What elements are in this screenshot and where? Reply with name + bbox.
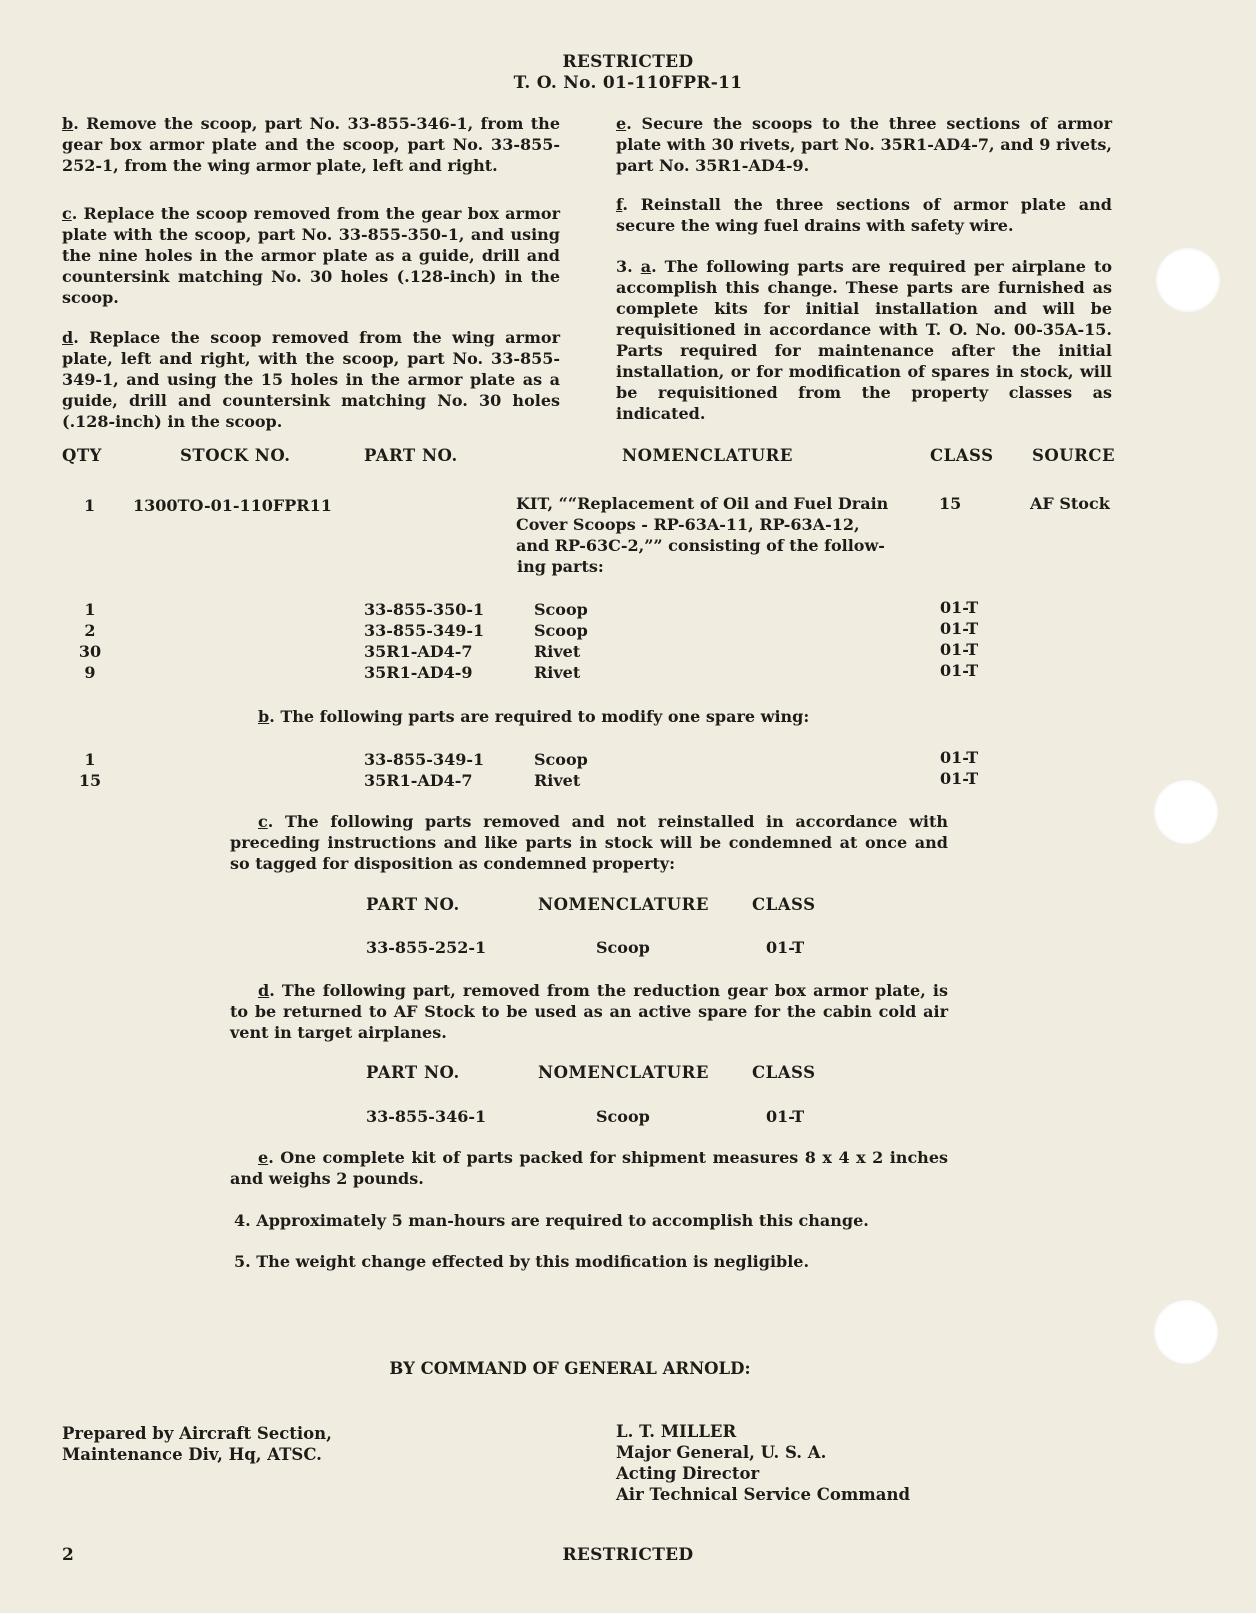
table-row-part: 35R1-AD4-7	[364, 771, 473, 790]
table-row-nomenclature: Scoop	[534, 600, 588, 619]
table-row-part: 35R1-AD4-9	[364, 663, 473, 682]
item-5: 5. The weight change effected by this modification is negligible.	[234, 1252, 810, 1271]
table-row-nomenclature: Scoop	[534, 621, 588, 640]
col-header-qty: QTY	[62, 446, 102, 465]
table-row-nomenclature: Scoop	[534, 750, 588, 769]
kit-class: 15	[939, 494, 962, 513]
table-row-qty: 1	[84, 750, 96, 769]
punch-hole-middle	[1154, 780, 1218, 844]
col-header-part: PART NO.	[366, 1063, 460, 1082]
signature-command: Air Technical Service Command	[616, 1485, 910, 1504]
paragraph-text: . The following parts are required per airplane to accomplish this change. These parts are furnished as complete kits for initial installation and will be requisitioned in accordance with T. O. No. 00-35A-15. Parts required for maintenance after the initial installation, or for modification of spares in stock, will be requisitioned from the property classes as indicated.	[616, 257, 1113, 423]
table-row-qty: 9	[84, 663, 96, 682]
section-b-text	[258, 706, 958, 727]
kit-qty: 1	[84, 496, 96, 515]
punch-hole-top	[1156, 248, 1220, 312]
paragraph-text: . One complete kit of parts packed for shipment measures 8 x 4 x 2 inches and weighs 2 pounds.	[230, 1148, 948, 1188]
paragraph-letter: e	[616, 114, 627, 133]
paragraph-b	[62, 113, 560, 176]
signature-title: Acting Director	[616, 1464, 760, 1483]
paragraph-letter: d	[258, 981, 270, 1000]
kit-nomenclature-line: and RP-63C-2,”” consisting of the follow-	[516, 536, 885, 555]
table-row-qty: 30	[78, 642, 102, 661]
paragraph-3a	[616, 256, 1112, 424]
returned-class: 01-T	[766, 1107, 805, 1126]
paragraph-number: 3.	[616, 257, 641, 276]
prepared-by-line: Maintenance Div, Hq, ATSC.	[62, 1445, 322, 1464]
condemned-nomenclature: Scoop	[596, 938, 650, 957]
signature-block	[616, 1421, 910, 1505]
table-row-class: 01-T	[940, 769, 979, 788]
condemned-part-no: 33-855-252-1	[366, 938, 487, 957]
paragraph-e	[616, 113, 1112, 176]
returned-part-no: 33-855-346-1	[366, 1107, 487, 1126]
returned-nomenclature: Scoop	[596, 1107, 650, 1126]
col-header-nomenclature: NOMENCLATURE	[622, 446, 793, 465]
paragraph-letter: f	[616, 195, 623, 214]
col-header-class: CLASS	[752, 895, 816, 914]
command-line: BY COMMAND OF GENERAL ARNOLD:	[389, 1359, 751, 1378]
section-c-text	[230, 811, 948, 874]
table-row-part: 33-855-349-1	[364, 750, 485, 769]
section-e-text	[230, 1147, 948, 1189]
table-row-qty: 2	[84, 621, 96, 640]
col-header-part: PART NO.	[364, 446, 458, 465]
paragraph-text: . Remove the scoop, part No. 33-855-346-1, from the gear box armor plate and the scoop, part No. 33-855-252-1, from the wing armor plate, left and right.	[62, 114, 560, 175]
paragraph-letter: e	[258, 1148, 269, 1167]
header-to-number: T. O. No. 01-110FPR-11	[513, 73, 743, 93]
col-header-nomenclature: NOMENCLATURE	[538, 895, 709, 914]
paragraph-text: . Reinstall the three sections of armor plate and secure the wing fuel drains with safety wire.	[616, 195, 1112, 235]
table-row-qty: 15	[78, 771, 102, 790]
paragraph-letter: b	[258, 707, 270, 726]
table-row-part: 33-855-350-1	[364, 600, 485, 619]
kit-nomenclature-line: ing parts:	[517, 557, 604, 576]
paragraph-letter: c	[62, 204, 72, 223]
footer-classification: RESTRICTED	[562, 1545, 694, 1565]
col-header-part: PART NO.	[366, 895, 460, 914]
table-row-class: 01-T	[940, 598, 979, 617]
paragraph-text: . The following part, removed from the reduction gear box armor plate, is to be returned to AF Stock to be used as an active spare for the cabin cold air vent in target airplanes.	[230, 981, 948, 1042]
col-header-class: CLASS	[752, 1063, 816, 1082]
paragraph-letter: c	[258, 812, 268, 831]
table-row-class: 01-T	[940, 619, 979, 638]
paragraph-text: . Secure the scoops to the three sections of armor plate with 30 rivets, part No. 35R1-AD4-7, and 9 rivets, part No. 35R1-AD4-9.	[616, 114, 1112, 175]
paragraph-letter: d	[62, 328, 74, 347]
table-row-class: 01-T	[940, 640, 979, 659]
kit-source: AF Stock	[1030, 494, 1110, 513]
kit-nomenclature-line: Cover Scoops - RP-63A-11, RP-63A-12,	[516, 515, 860, 534]
table-row-nomenclature: Rivet	[534, 642, 581, 661]
paragraph-text: . Replace the scoop removed from the wing armor plate, left and right, with the scoop, part No. 33-855-349-1, and using the 15 holes in the armor plate as a guide, drill and countersink matching No. 30 holes (.128-inch) in the scoop.	[62, 328, 560, 431]
signature-name: L. T. MILLER	[616, 1422, 737, 1441]
page-number: 2	[62, 1545, 75, 1565]
table-row-nomenclature: Rivet	[534, 771, 581, 790]
table-row-part: 33-855-349-1	[364, 621, 485, 640]
paragraph-text: . Replace the scoop removed from the gear box armor plate with the scoop, part No. 33-855-350-1, and using the nine holes in the armor plate as a guide, drill and countersink matching No. 30 holes (.128-inch) in the scoop.	[62, 204, 560, 307]
punch-hole-bottom	[1154, 1300, 1218, 1364]
paragraph-text: . The following parts removed and not reinstalled in accordance with preceding instructions and like parts in stock will be condemned at once and so tagged for disposition as condemned property:	[230, 812, 948, 873]
table-row-class: 01-T	[940, 748, 979, 767]
paragraph-f	[616, 194, 1112, 236]
table-row-nomenclature: Rivet	[534, 663, 581, 682]
prepared-by-line: Prepared by Aircraft Section,	[62, 1424, 332, 1443]
header-classification: RESTRICTED	[562, 52, 694, 72]
prepared-by	[62, 1423, 332, 1465]
condemned-class: 01-T	[766, 938, 805, 957]
signature-rank: Major General, U. S. A.	[616, 1443, 827, 1462]
paragraph-d	[62, 327, 560, 432]
paragraph-letter: a	[640, 257, 652, 276]
table-row-part: 35R1-AD4-7	[364, 642, 473, 661]
col-header-nomenclature: NOMENCLATURE	[538, 1063, 709, 1082]
kit-nomenclature	[516, 493, 888, 577]
paragraph-letter: b	[62, 114, 74, 133]
col-header-source: SOURCE	[1032, 446, 1116, 465]
col-header-class: CLASS	[930, 446, 994, 465]
section-d-text	[230, 980, 948, 1043]
kit-stock-no: 1300TO-01-110FPR11	[133, 496, 332, 515]
paragraph-text: . The following parts are required to modify one spare wing:	[269, 707, 810, 726]
item-4: 4. Approximately 5 man-hours are required to accomplish this change.	[234, 1211, 869, 1230]
kit-nomenclature-line: KIT, ““Replacement of Oil and Fuel Drain	[516, 494, 889, 513]
col-header-stock: STOCK NO.	[180, 446, 291, 465]
paragraph-c	[62, 203, 560, 308]
table-row-class: 01-T	[940, 661, 979, 680]
table-row-qty: 1	[84, 600, 96, 619]
